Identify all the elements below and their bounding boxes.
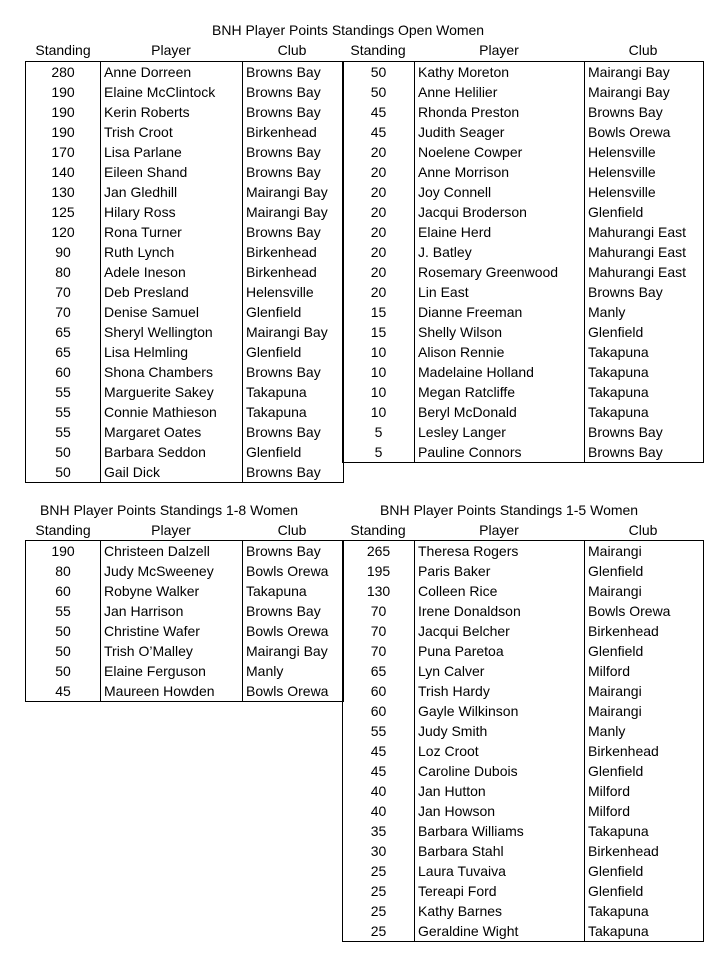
standing-cell: 55 bbox=[26, 402, 101, 422]
table-row bbox=[343, 721, 704, 741]
club-cell: Takapuna bbox=[585, 342, 704, 362]
club-cell: Mairangi Bay bbox=[243, 182, 344, 202]
open-left-club-header: Club bbox=[277, 42, 307, 58]
table-row bbox=[26, 322, 344, 342]
one-five-player-header: Player bbox=[479, 522, 519, 538]
standing-cell: 55 bbox=[26, 382, 101, 402]
table-row bbox=[343, 661, 704, 681]
club-cell: Birkenhead bbox=[243, 122, 344, 142]
club-cell: Mairangi bbox=[585, 681, 704, 701]
club-cell: Glenfield bbox=[585, 761, 704, 781]
player-cell: Loz Croot bbox=[415, 741, 585, 761]
club-cell: Browns Bay bbox=[243, 362, 344, 382]
player-cell: Trish O’Malley bbox=[101, 641, 243, 661]
club-cell: Bowls Orewa bbox=[585, 601, 704, 621]
club-cell: Glenfield bbox=[243, 442, 344, 462]
player-cell: Anne Dorreen bbox=[101, 62, 243, 83]
club-cell: Glenfield bbox=[585, 881, 704, 901]
one-five-club-header: Club bbox=[628, 522, 658, 538]
club-cell: Browns Bay bbox=[243, 102, 344, 122]
player-cell: Lyn Calver bbox=[415, 661, 585, 681]
standing-cell: 80 bbox=[26, 561, 101, 581]
player-cell: Sheryl Wellington bbox=[101, 322, 243, 342]
open-women-table-right bbox=[342, 61, 704, 463]
player-cell: Anne Helilier bbox=[415, 82, 585, 102]
table-row bbox=[343, 781, 704, 801]
table-row bbox=[343, 561, 704, 581]
standing-cell: 5 bbox=[343, 422, 415, 442]
player-cell: Eileen Shand bbox=[101, 162, 243, 182]
club-cell: Helensville bbox=[243, 282, 344, 302]
player-cell: Pauline Connors bbox=[415, 442, 585, 463]
table-row bbox=[343, 621, 704, 641]
player-cell: Geraldine Wight bbox=[415, 921, 585, 942]
table-row bbox=[26, 102, 344, 122]
standing-cell: 20 bbox=[343, 282, 415, 302]
standing-cell: 195 bbox=[343, 561, 415, 581]
standing-cell: 190 bbox=[26, 102, 101, 122]
player-cell: Alison Rennie bbox=[415, 342, 585, 362]
club-cell: Milford bbox=[585, 661, 704, 681]
table-row bbox=[26, 142, 344, 162]
table-row bbox=[26, 541, 344, 562]
player-cell: Barbara Stahl bbox=[415, 841, 585, 861]
club-cell: Takapuna bbox=[243, 402, 344, 422]
club-cell: Mairangi Bay bbox=[585, 82, 704, 102]
standing-cell: 60 bbox=[343, 701, 415, 721]
table-row bbox=[343, 442, 704, 463]
table-row bbox=[343, 262, 704, 282]
club-cell: Mairangi bbox=[585, 581, 704, 601]
club-cell: Browns Bay bbox=[243, 62, 344, 83]
standing-cell: 45 bbox=[343, 102, 415, 122]
player-cell: Barbara Seddon bbox=[101, 442, 243, 462]
open-left-player-header: Player bbox=[151, 42, 191, 58]
player-cell: Jan Gledhill bbox=[101, 182, 243, 202]
player-cell: Rosemary Greenwood bbox=[415, 262, 585, 282]
player-cell: Colleen Rice bbox=[415, 581, 585, 601]
player-cell: Judy Smith bbox=[415, 721, 585, 741]
club-cell: Takapuna bbox=[243, 581, 344, 601]
standing-cell: 15 bbox=[343, 302, 415, 322]
standing-cell: 20 bbox=[343, 182, 415, 202]
standing-cell: 280 bbox=[26, 62, 101, 83]
table-row bbox=[343, 282, 704, 302]
table-row bbox=[26, 282, 344, 302]
table-row bbox=[26, 382, 344, 402]
open-women-table-left bbox=[25, 61, 344, 483]
standing-cell: 60 bbox=[343, 681, 415, 701]
player-cell: Rhonda Preston bbox=[415, 102, 585, 122]
player-cell: Paris Baker bbox=[415, 561, 585, 581]
table-row bbox=[343, 342, 704, 362]
table-row bbox=[343, 142, 704, 162]
table-row bbox=[26, 561, 344, 581]
standing-cell: 30 bbox=[343, 841, 415, 861]
table-row bbox=[343, 641, 704, 661]
table-row bbox=[26, 681, 344, 702]
club-cell: Browns Bay bbox=[243, 422, 344, 442]
club-cell: Browns Bay bbox=[243, 601, 344, 621]
player-cell: Robyne Walker bbox=[101, 581, 243, 601]
club-cell: Mahurangi East bbox=[585, 242, 704, 262]
player-cell: Kathy Barnes bbox=[415, 901, 585, 921]
player-cell: Jacqui Broderson bbox=[415, 202, 585, 222]
club-cell: Birkenhead bbox=[585, 741, 704, 761]
club-cell: Birkenhead bbox=[243, 262, 344, 282]
table-row bbox=[343, 122, 704, 142]
standing-cell: 10 bbox=[343, 402, 415, 422]
open-right-standing-header: Standing bbox=[350, 42, 406, 58]
table-row bbox=[26, 222, 344, 242]
open-left-standing-header: Standing bbox=[35, 42, 91, 58]
player-cell: Lesley Langer bbox=[415, 422, 585, 442]
club-cell: Manly bbox=[585, 721, 704, 741]
standing-cell: 50 bbox=[26, 621, 101, 641]
player-cell: Christine Wafer bbox=[101, 621, 243, 641]
player-cell: Lin East bbox=[415, 282, 585, 302]
table-row bbox=[26, 402, 344, 422]
club-cell: Takapuna bbox=[585, 921, 704, 942]
player-cell: Lisa Parlane bbox=[101, 142, 243, 162]
standing-cell: 50 bbox=[26, 462, 101, 483]
club-cell: Glenfield bbox=[585, 561, 704, 581]
table-row bbox=[343, 242, 704, 262]
table-row bbox=[343, 162, 704, 182]
player-cell: Megan Ratcliffe bbox=[415, 382, 585, 402]
club-cell: Takapuna bbox=[243, 382, 344, 402]
club-cell: Takapuna bbox=[585, 362, 704, 382]
table-row bbox=[26, 82, 344, 102]
standing-cell: 60 bbox=[26, 581, 101, 601]
open-right-player-header: Player bbox=[479, 42, 519, 58]
club-cell: Mairangi bbox=[585, 701, 704, 721]
player-cell: Shelly Wilson bbox=[415, 322, 585, 342]
table-row bbox=[343, 541, 704, 562]
standing-cell: 130 bbox=[343, 581, 415, 601]
table-row bbox=[343, 881, 704, 901]
table-row bbox=[26, 62, 344, 83]
player-cell: Joy Connell bbox=[415, 182, 585, 202]
standing-cell: 80 bbox=[26, 262, 101, 282]
standing-cell: 170 bbox=[26, 142, 101, 162]
standing-cell: 55 bbox=[26, 601, 101, 621]
player-cell: Judy McSweeney bbox=[101, 561, 243, 581]
club-cell: Glenfield bbox=[585, 202, 704, 222]
standing-cell: 50 bbox=[343, 82, 415, 102]
club-cell: Glenfield bbox=[585, 641, 704, 661]
standing-cell: 20 bbox=[343, 142, 415, 162]
club-cell: Browns Bay bbox=[585, 102, 704, 122]
player-cell: Trish Hardy bbox=[415, 681, 585, 701]
standing-cell: 40 bbox=[343, 801, 415, 821]
player-cell: Kathy Moreton bbox=[415, 62, 585, 83]
table-row bbox=[343, 601, 704, 621]
player-cell: Jan Howson bbox=[415, 801, 585, 821]
player-cell: Irene Donaldson bbox=[415, 601, 585, 621]
player-cell: Barbara Williams bbox=[415, 821, 585, 841]
standing-cell: 20 bbox=[343, 242, 415, 262]
table-row bbox=[343, 801, 704, 821]
standing-cell: 35 bbox=[343, 821, 415, 841]
standing-cell: 65 bbox=[26, 322, 101, 342]
club-cell: Browns Bay bbox=[243, 162, 344, 182]
standing-cell: 60 bbox=[26, 362, 101, 382]
player-cell: Jan Hutton bbox=[415, 781, 585, 801]
club-cell: Browns Bay bbox=[585, 442, 704, 463]
club-cell: Manly bbox=[585, 302, 704, 322]
player-cell: Hilary Ross bbox=[101, 202, 243, 222]
table-row bbox=[26, 581, 344, 601]
table-row bbox=[343, 921, 704, 942]
table-row bbox=[343, 362, 704, 382]
table-row bbox=[343, 681, 704, 701]
player-cell: Deb Presland bbox=[101, 282, 243, 302]
player-cell: Ruth Lynch bbox=[101, 242, 243, 262]
standing-cell: 70 bbox=[343, 601, 415, 621]
player-cell: Elaine McClintock bbox=[101, 82, 243, 102]
one-eight-standing-header: Standing bbox=[35, 522, 91, 538]
club-cell: Milford bbox=[585, 801, 704, 821]
table-row bbox=[343, 841, 704, 861]
player-cell: Anne Morrison bbox=[415, 162, 585, 182]
club-cell: Mahurangi East bbox=[585, 222, 704, 242]
standing-cell: 5 bbox=[343, 442, 415, 463]
standing-cell: 25 bbox=[343, 901, 415, 921]
player-cell: Gail Dick bbox=[101, 462, 243, 483]
player-cell: J. Batley bbox=[415, 242, 585, 262]
player-cell: Dianne Freeman bbox=[415, 302, 585, 322]
club-cell: Bowls Orewa bbox=[243, 561, 344, 581]
table-row bbox=[26, 442, 344, 462]
club-cell: Glenfield bbox=[243, 342, 344, 362]
club-cell: Glenfield bbox=[585, 322, 704, 342]
table-row bbox=[26, 122, 344, 142]
club-cell: Mairangi Bay bbox=[243, 641, 344, 661]
standing-cell: 10 bbox=[343, 382, 415, 402]
table-row bbox=[26, 182, 344, 202]
club-cell: Glenfield bbox=[243, 302, 344, 322]
player-cell: Adele Ineson bbox=[101, 262, 243, 282]
standing-cell: 130 bbox=[26, 182, 101, 202]
standing-cell: 50 bbox=[26, 442, 101, 462]
club-cell: Takapuna bbox=[585, 402, 704, 422]
player-cell: Maureen Howden bbox=[101, 681, 243, 702]
table-row bbox=[26, 302, 344, 322]
player-cell: Lisa Helmling bbox=[101, 342, 243, 362]
table-row bbox=[26, 621, 344, 641]
table-row bbox=[343, 382, 704, 402]
club-cell: Browns Bay bbox=[243, 82, 344, 102]
standing-cell: 40 bbox=[343, 781, 415, 801]
player-cell: Jan Harrison bbox=[101, 601, 243, 621]
club-cell: Takapuna bbox=[585, 821, 704, 841]
standing-cell: 10 bbox=[343, 362, 415, 382]
table-row bbox=[343, 422, 704, 442]
club-cell: Manly bbox=[243, 661, 344, 681]
player-cell: Trish Croot bbox=[101, 122, 243, 142]
standing-cell: 125 bbox=[26, 202, 101, 222]
standing-cell: 265 bbox=[343, 541, 415, 562]
standing-cell: 45 bbox=[343, 741, 415, 761]
standing-cell: 20 bbox=[343, 222, 415, 242]
standing-cell: 20 bbox=[343, 162, 415, 182]
table-row bbox=[343, 761, 704, 781]
player-cell: Judith Seager bbox=[415, 122, 585, 142]
standing-cell: 15 bbox=[343, 322, 415, 342]
standing-cell: 50 bbox=[343, 62, 415, 83]
club-cell: Browns Bay bbox=[243, 142, 344, 162]
player-cell: Kerin Roberts bbox=[101, 102, 243, 122]
player-cell: Shona Chambers bbox=[101, 362, 243, 382]
table-row bbox=[343, 322, 704, 342]
standing-cell: 50 bbox=[26, 661, 101, 681]
player-cell: Beryl McDonald bbox=[415, 402, 585, 422]
table-row bbox=[343, 302, 704, 322]
player-cell: Elaine Herd bbox=[415, 222, 585, 242]
club-cell: Mairangi Bay bbox=[585, 62, 704, 83]
standing-cell: 55 bbox=[343, 721, 415, 741]
standing-cell: 70 bbox=[343, 641, 415, 661]
table-row bbox=[26, 242, 344, 262]
standing-cell: 140 bbox=[26, 162, 101, 182]
standing-cell: 70 bbox=[26, 302, 101, 322]
standing-cell: 45 bbox=[343, 122, 415, 142]
player-cell: Jacqui Belcher bbox=[415, 621, 585, 641]
table-row bbox=[26, 362, 344, 382]
standing-cell: 190 bbox=[26, 541, 101, 562]
club-cell: Mahurangi East bbox=[585, 262, 704, 282]
standing-cell: 50 bbox=[26, 641, 101, 661]
table-row bbox=[343, 901, 704, 921]
player-cell: Noelene Cowper bbox=[415, 142, 585, 162]
table-row bbox=[26, 202, 344, 222]
club-cell: Bowls Orewa bbox=[243, 621, 344, 641]
club-cell: Takapuna bbox=[585, 382, 704, 402]
standing-cell: 190 bbox=[26, 122, 101, 142]
standing-cell: 25 bbox=[343, 861, 415, 881]
club-cell: Browns Bay bbox=[585, 422, 704, 442]
table-row bbox=[343, 402, 704, 422]
standing-cell: 65 bbox=[26, 342, 101, 362]
club-cell: Takapuna bbox=[585, 901, 704, 921]
table-row bbox=[26, 262, 344, 282]
one-eight-women-title: BNH Player Points Standings 1-8 Women bbox=[40, 502, 299, 518]
table-row bbox=[343, 62, 704, 83]
one-five-standing-header: Standing bbox=[350, 522, 406, 538]
player-cell: Margaret Oates bbox=[101, 422, 243, 442]
standing-cell: 45 bbox=[343, 761, 415, 781]
table-row bbox=[343, 821, 704, 841]
table-row bbox=[343, 741, 704, 761]
standing-cell: 55 bbox=[26, 422, 101, 442]
one-five-women-title: BNH Player Points Standings 1-5 Women bbox=[380, 502, 639, 518]
one-eight-women-table bbox=[25, 540, 344, 702]
table-row bbox=[26, 422, 344, 442]
player-cell: Madelaine Holland bbox=[415, 362, 585, 382]
one-eight-player-header: Player bbox=[151, 522, 191, 538]
table-row bbox=[343, 222, 704, 242]
one-five-women-table bbox=[342, 540, 704, 942]
standing-cell: 65 bbox=[343, 661, 415, 681]
standing-cell: 190 bbox=[26, 82, 101, 102]
table-row bbox=[343, 182, 704, 202]
player-cell: Denise Samuel bbox=[101, 302, 243, 322]
club-cell: Mairangi Bay bbox=[243, 322, 344, 342]
standing-cell: 70 bbox=[26, 282, 101, 302]
club-cell: Helensville bbox=[585, 142, 704, 162]
club-cell: Birkenhead bbox=[243, 242, 344, 262]
club-cell: Birkenhead bbox=[585, 621, 704, 641]
standing-cell: 20 bbox=[343, 262, 415, 282]
club-cell: Helensville bbox=[585, 162, 704, 182]
table-row bbox=[343, 102, 704, 122]
standing-cell: 25 bbox=[343, 881, 415, 901]
club-cell: Browns Bay bbox=[585, 282, 704, 302]
club-cell: Mairangi Bay bbox=[243, 202, 344, 222]
club-cell: Milford bbox=[585, 781, 704, 801]
club-cell: Bowls Orewa bbox=[585, 122, 704, 142]
club-cell: Helensville bbox=[585, 182, 704, 202]
club-cell: Mairangi bbox=[585, 541, 704, 562]
club-cell: Browns Bay bbox=[243, 462, 344, 483]
player-cell: Marguerite Sakey bbox=[101, 382, 243, 402]
club-cell: Bowls Orewa bbox=[243, 681, 344, 702]
club-cell: Birkenhead bbox=[585, 841, 704, 861]
standing-cell: 45 bbox=[26, 681, 101, 702]
table-row bbox=[343, 861, 704, 881]
player-cell: Connie Mathieson bbox=[101, 402, 243, 422]
table-row bbox=[26, 661, 344, 681]
table-row bbox=[26, 601, 344, 621]
table-row bbox=[26, 641, 344, 661]
club-cell: Browns Bay bbox=[243, 222, 344, 242]
player-cell: Puna Paretoa bbox=[415, 641, 585, 661]
player-cell: Elaine Ferguson bbox=[101, 661, 243, 681]
player-cell: Theresa Rogers bbox=[415, 541, 585, 562]
player-cell: Christeen Dalzell bbox=[101, 541, 243, 562]
player-cell: Gayle Wilkinson bbox=[415, 701, 585, 721]
club-cell: Glenfield bbox=[585, 861, 704, 881]
player-cell: Rona Turner bbox=[101, 222, 243, 242]
standing-cell: 20 bbox=[343, 202, 415, 222]
player-cell: Laura Tuvaiva bbox=[415, 861, 585, 881]
one-eight-club-header: Club bbox=[277, 522, 307, 538]
table-row bbox=[26, 462, 344, 483]
standing-cell: 90 bbox=[26, 242, 101, 262]
table-row bbox=[343, 82, 704, 102]
standing-cell: 10 bbox=[343, 342, 415, 362]
standing-cell: 120 bbox=[26, 222, 101, 242]
table-row bbox=[26, 342, 344, 362]
open-right-club-header: Club bbox=[628, 42, 658, 58]
table-row bbox=[343, 581, 704, 601]
open-women-title: BNH Player Points Standings Open Women bbox=[212, 22, 485, 38]
table-row bbox=[343, 701, 704, 721]
player-cell: Caroline Dubois bbox=[415, 761, 585, 781]
player-cell: Tereapi Ford bbox=[415, 881, 585, 901]
club-cell: Browns Bay bbox=[243, 541, 344, 562]
table-row bbox=[26, 162, 344, 182]
table-row bbox=[343, 202, 704, 222]
standing-cell: 70 bbox=[343, 621, 415, 641]
standing-cell: 25 bbox=[343, 921, 415, 942]
